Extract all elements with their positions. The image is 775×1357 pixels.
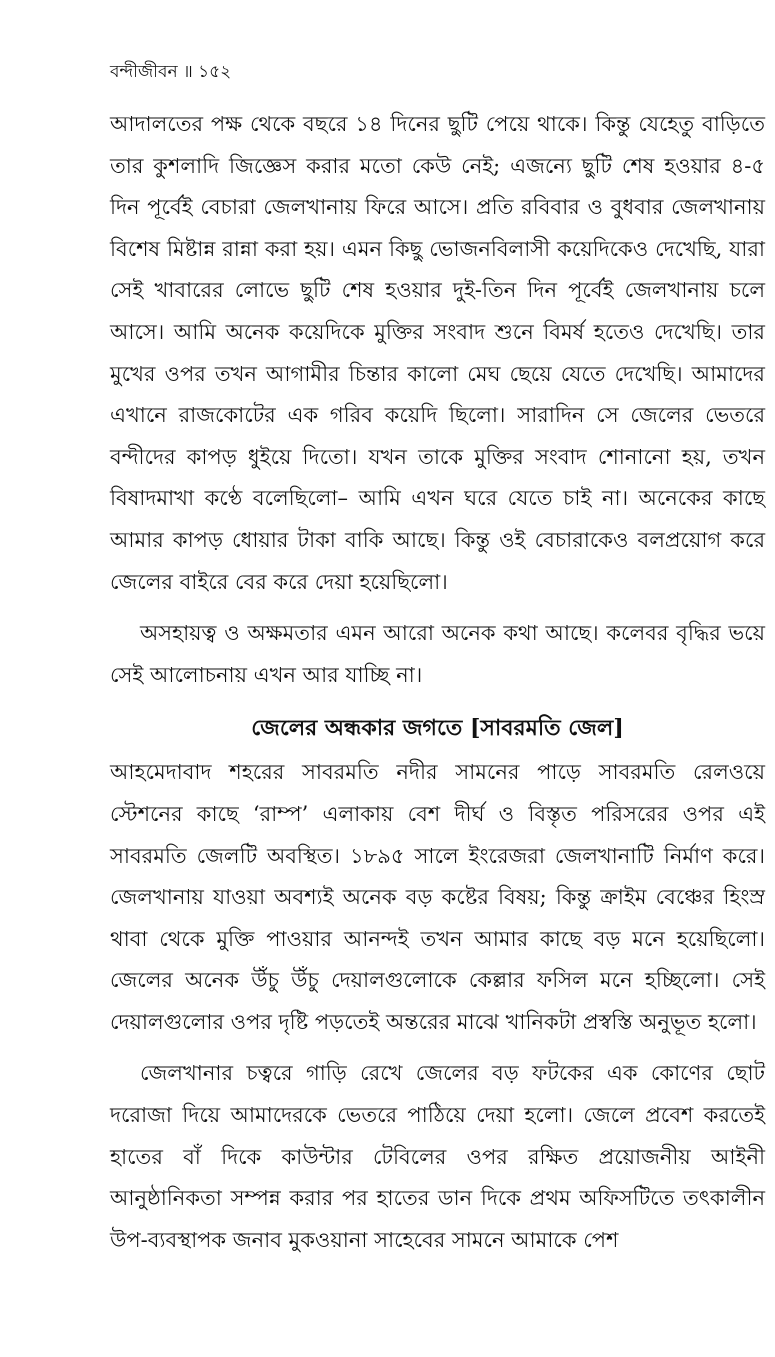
page-number: ১৫২ — [198, 62, 232, 82]
section-paragraph: আহমেদাবাদ শহরের সাবরমতি নদীর সামনের পাড়ে সাবরমতি রেলওয়ে স্টেশনের কাছে ‘রাম্প’ এলাকায় বেশ দীর্ঘ ও বিস্তৃত পরিসরের ওপর এই সাবরমতি জেলটি অবস্থিত। ১৮৯৫ সালে ইংরেজরা জেলখানাটি নির্মাণ করে। জেলখানায় যাওয়া অবশ্যই অনেক বড় কষ্টের বিষয়; কিন্তু ক্রাইম বেঞ্চের হিংস্র থাবা থেকে মুক্তি পাওয়ার আনন্দই তখন আমার কাছে বড় মনে হয়েছিলো। জেলের অনেক উঁচু উঁচু দেয়ালগুলোকে কেল্লার ফসিল মনে হচ্ছিলো। সেই দেয়ালগুলোর ওপর দৃষ্টি পড়তেই অন্তরের মাঝে খানিকটা প্রস্বস্তি অনুভূত হলো। — [110, 760, 765, 1034]
section-paragraph: জেলখানার চত্বরে গাড়ি রেখে জেলের বড় ফটকের এক কোণের ছোট দরোজা দিয়ে আমাদেরকে ভেতরে পাঠিয়ে দেয়া হলো। জেলে প্রবেশ করতেই হাতের বাঁ দিকে কাউন্টার টেবিলের ওপর রক্ষিত প্রয়োজনীয় আইনী আনুষ্ঠানিকতা সম্পন্ন করার পর হাতের ডান দিকে প্রথম অফিসটিতে তৎকালীন উপ-ব্যবস্থাপক জনাব মুকওয়ানা সাহেবের সামনে আমাকে পেশ — [110, 1061, 765, 1252]
book-title: বন্দীজীবন — [110, 62, 178, 82]
book-page — [110, 0, 765, 1357]
header-separator: ॥ — [183, 62, 193, 82]
paragraph-continued: আদালতের পক্ষ থেকে বছরে ১৪ দিনের ছুটি পেয়ে থাকে। কিন্তু যেহেতু বাড়িতে তার কুশলাদি জিজ্ঞেস করার মতো কেউ নেই; এজন্যে ছুটি শেষ হওয়ার ৪-৫ দিন পূর্বেই বেচারা জেলখানায় ফিরে আসে। প্রতি রবিবার ও বুধবার জেলখানায় বিশেষ মিষ্টান্ন রান্না করা হয়। এমন কিছু ভোজনবিলাসী কয়েদিকেও দেখেছি, যারা সেই খাবারের লোভে ছুটি শেষ হওয়ার দুই-তিন দিন পূর্বেই জেলখানায় চলে আসে। আমি অনেক কয়েদিকে মুক্তির সংবাদ শুনে বিমর্ষ হতেও দেখেছি। তার মুখের ওপর তখন আগামীর চিন্তার কালো মেঘ ছেয়ে যেতে দেখেছি। আমাদের এখানে রাজকোটের এক গরিব কয়েদি ছিলো। সারাদিন সে জেলের ভেতরে বন্দীদের কাপড় ধুইয়ে দিতো। যখন তাকে মুক্তির সংবাদ শোনানো হয়, তখন বিষাদমাখা কণ্ঠে বলেছিলো– আমি এখন ঘরে যেতে চাই না। অনেকের কাছে আমার কাপড় ধোয়ার টাকা বাকি আছে। কিন্তু ওই বেচারাকেও বলপ্রয়োগ করে জেলের বাইরে বের করে দেয়া হয়েছিলো। — [110, 112, 765, 594]
running-header — [110, 60, 231, 84]
body-text — [110, 104, 765, 1261]
paragraph: অসহায়ত্ব ও অক্ষমতার এমন আরো অনেক কথা আছে। কলেবর বৃদ্ধির ভয়ে সেই আলোচনায় এখন আর যাচ্ছি না। — [110, 621, 765, 687]
section-heading: জেলের অন্ধকার জগতে [সাবরমতি জেল] — [251, 715, 624, 742]
